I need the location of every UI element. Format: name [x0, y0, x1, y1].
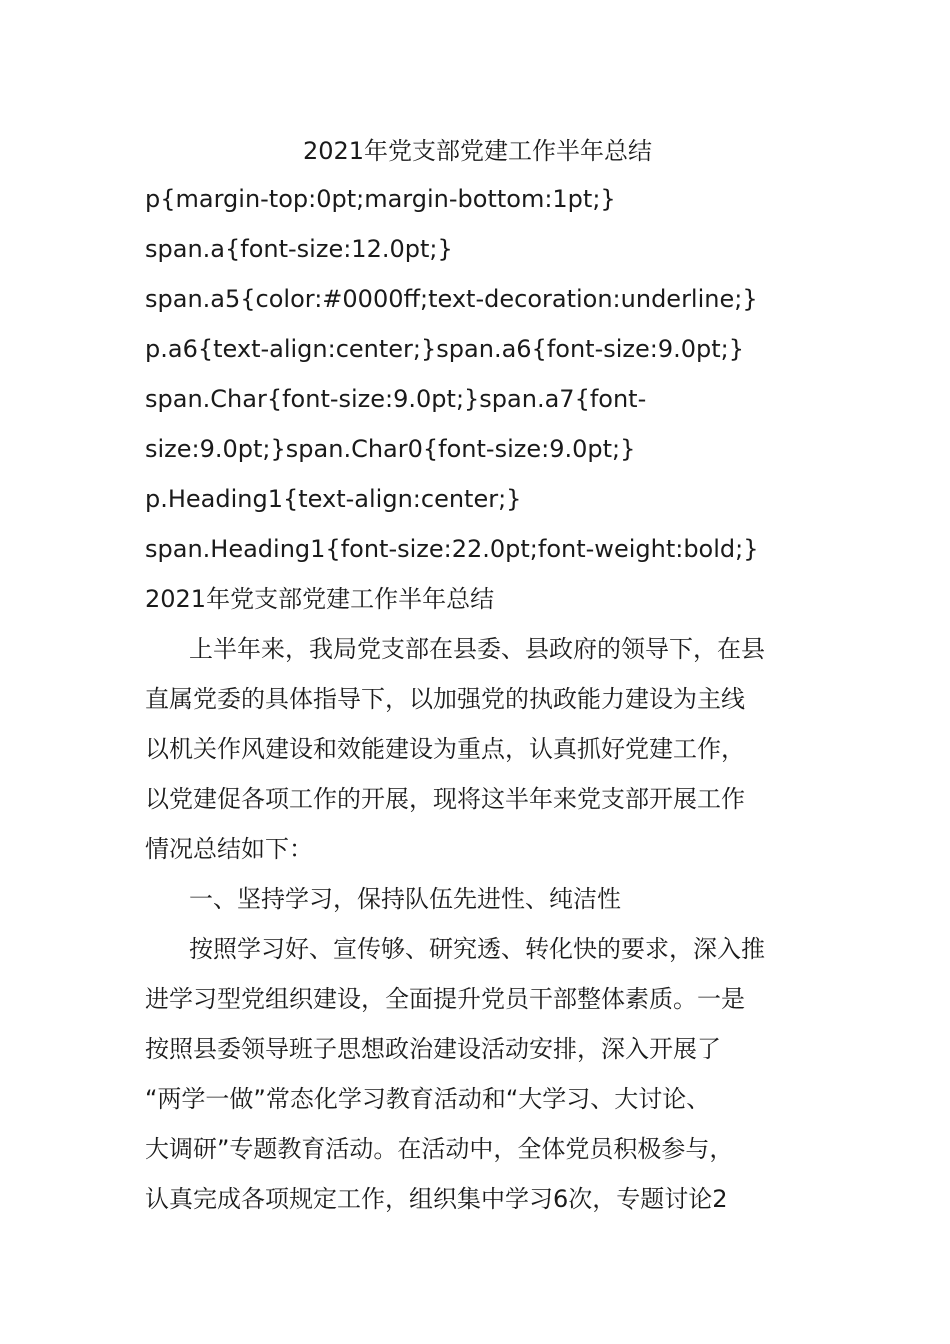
- document-subtitle: 2021年党支部党建工作半年总结: [145, 585, 495, 613]
- paragraph-line: 以党建促各项工作的开展，现将这半年来党支部开展工作: [145, 785, 745, 813]
- paragraph-line: 以机关作风建设和效能建设为重点，认真抓好党建工作，: [145, 735, 745, 763]
- paragraph-line: 上半年来，我局党支部在县委、县政府的领导下，在县: [189, 635, 765, 663]
- paragraph-intro: [145, 624, 810, 874]
- paragraph-line: 按照县委领导班子思想政治建设活动安排，深入开展了: [145, 1035, 721, 1063]
- css-text-line: p{margin-top:0pt;margin-bottom:1pt;}: [145, 185, 616, 213]
- paragraph-line: 认真完成各项规定工作，组织集中学习6次，专题讨论2: [145, 1185, 728, 1213]
- css-text-line: size:9.0pt;}span.Char0{font-size:9.0pt;}: [145, 435, 636, 463]
- css-text-line: p.a6{text-align:center;}span.a6{font-size:9.0pt;}: [145, 335, 745, 363]
- css-text-line: span.Char{font-size:9.0pt;}span.a7{font-: [145, 385, 647, 413]
- paragraph-line: 按照学习好、宣传够、研究透、转化快的要求，深入推: [189, 935, 765, 963]
- paragraph-line: “两学一做”常态化学习教育活动和“大学习、大讨论、: [145, 1085, 711, 1113]
- document-body: [145, 128, 810, 1224]
- paragraph-line: 直属党委的具体指导下，以加强党的执政能力建设为主线: [145, 685, 745, 713]
- section-heading: 一、坚持学习，保持队伍先进性、纯洁性: [189, 885, 621, 913]
- paragraph-line: 大调研”专题教育活动。在活动中，全体党员积极参与，: [145, 1135, 734, 1163]
- paragraph-line: 进学习型党组织建设，全面提升党员干部整体素质。一是: [145, 985, 745, 1013]
- css-text-line: p.Heading1{text-align:center;}: [145, 485, 522, 513]
- document-title: 2021年党支部党建工作半年总结: [302, 137, 653, 165]
- css-text-line: span.a{font-size:12.0pt;}: [145, 235, 453, 263]
- css-text-line: span.a5{color:#0000ff;text-decoration:underline;}: [145, 285, 758, 313]
- css-text-line: span.Heading1{font-size:22.0pt;font-weight:bold;}: [145, 535, 759, 563]
- paragraph-line: 情况总结如下：: [145, 835, 313, 863]
- paragraph-study: [145, 924, 810, 1224]
